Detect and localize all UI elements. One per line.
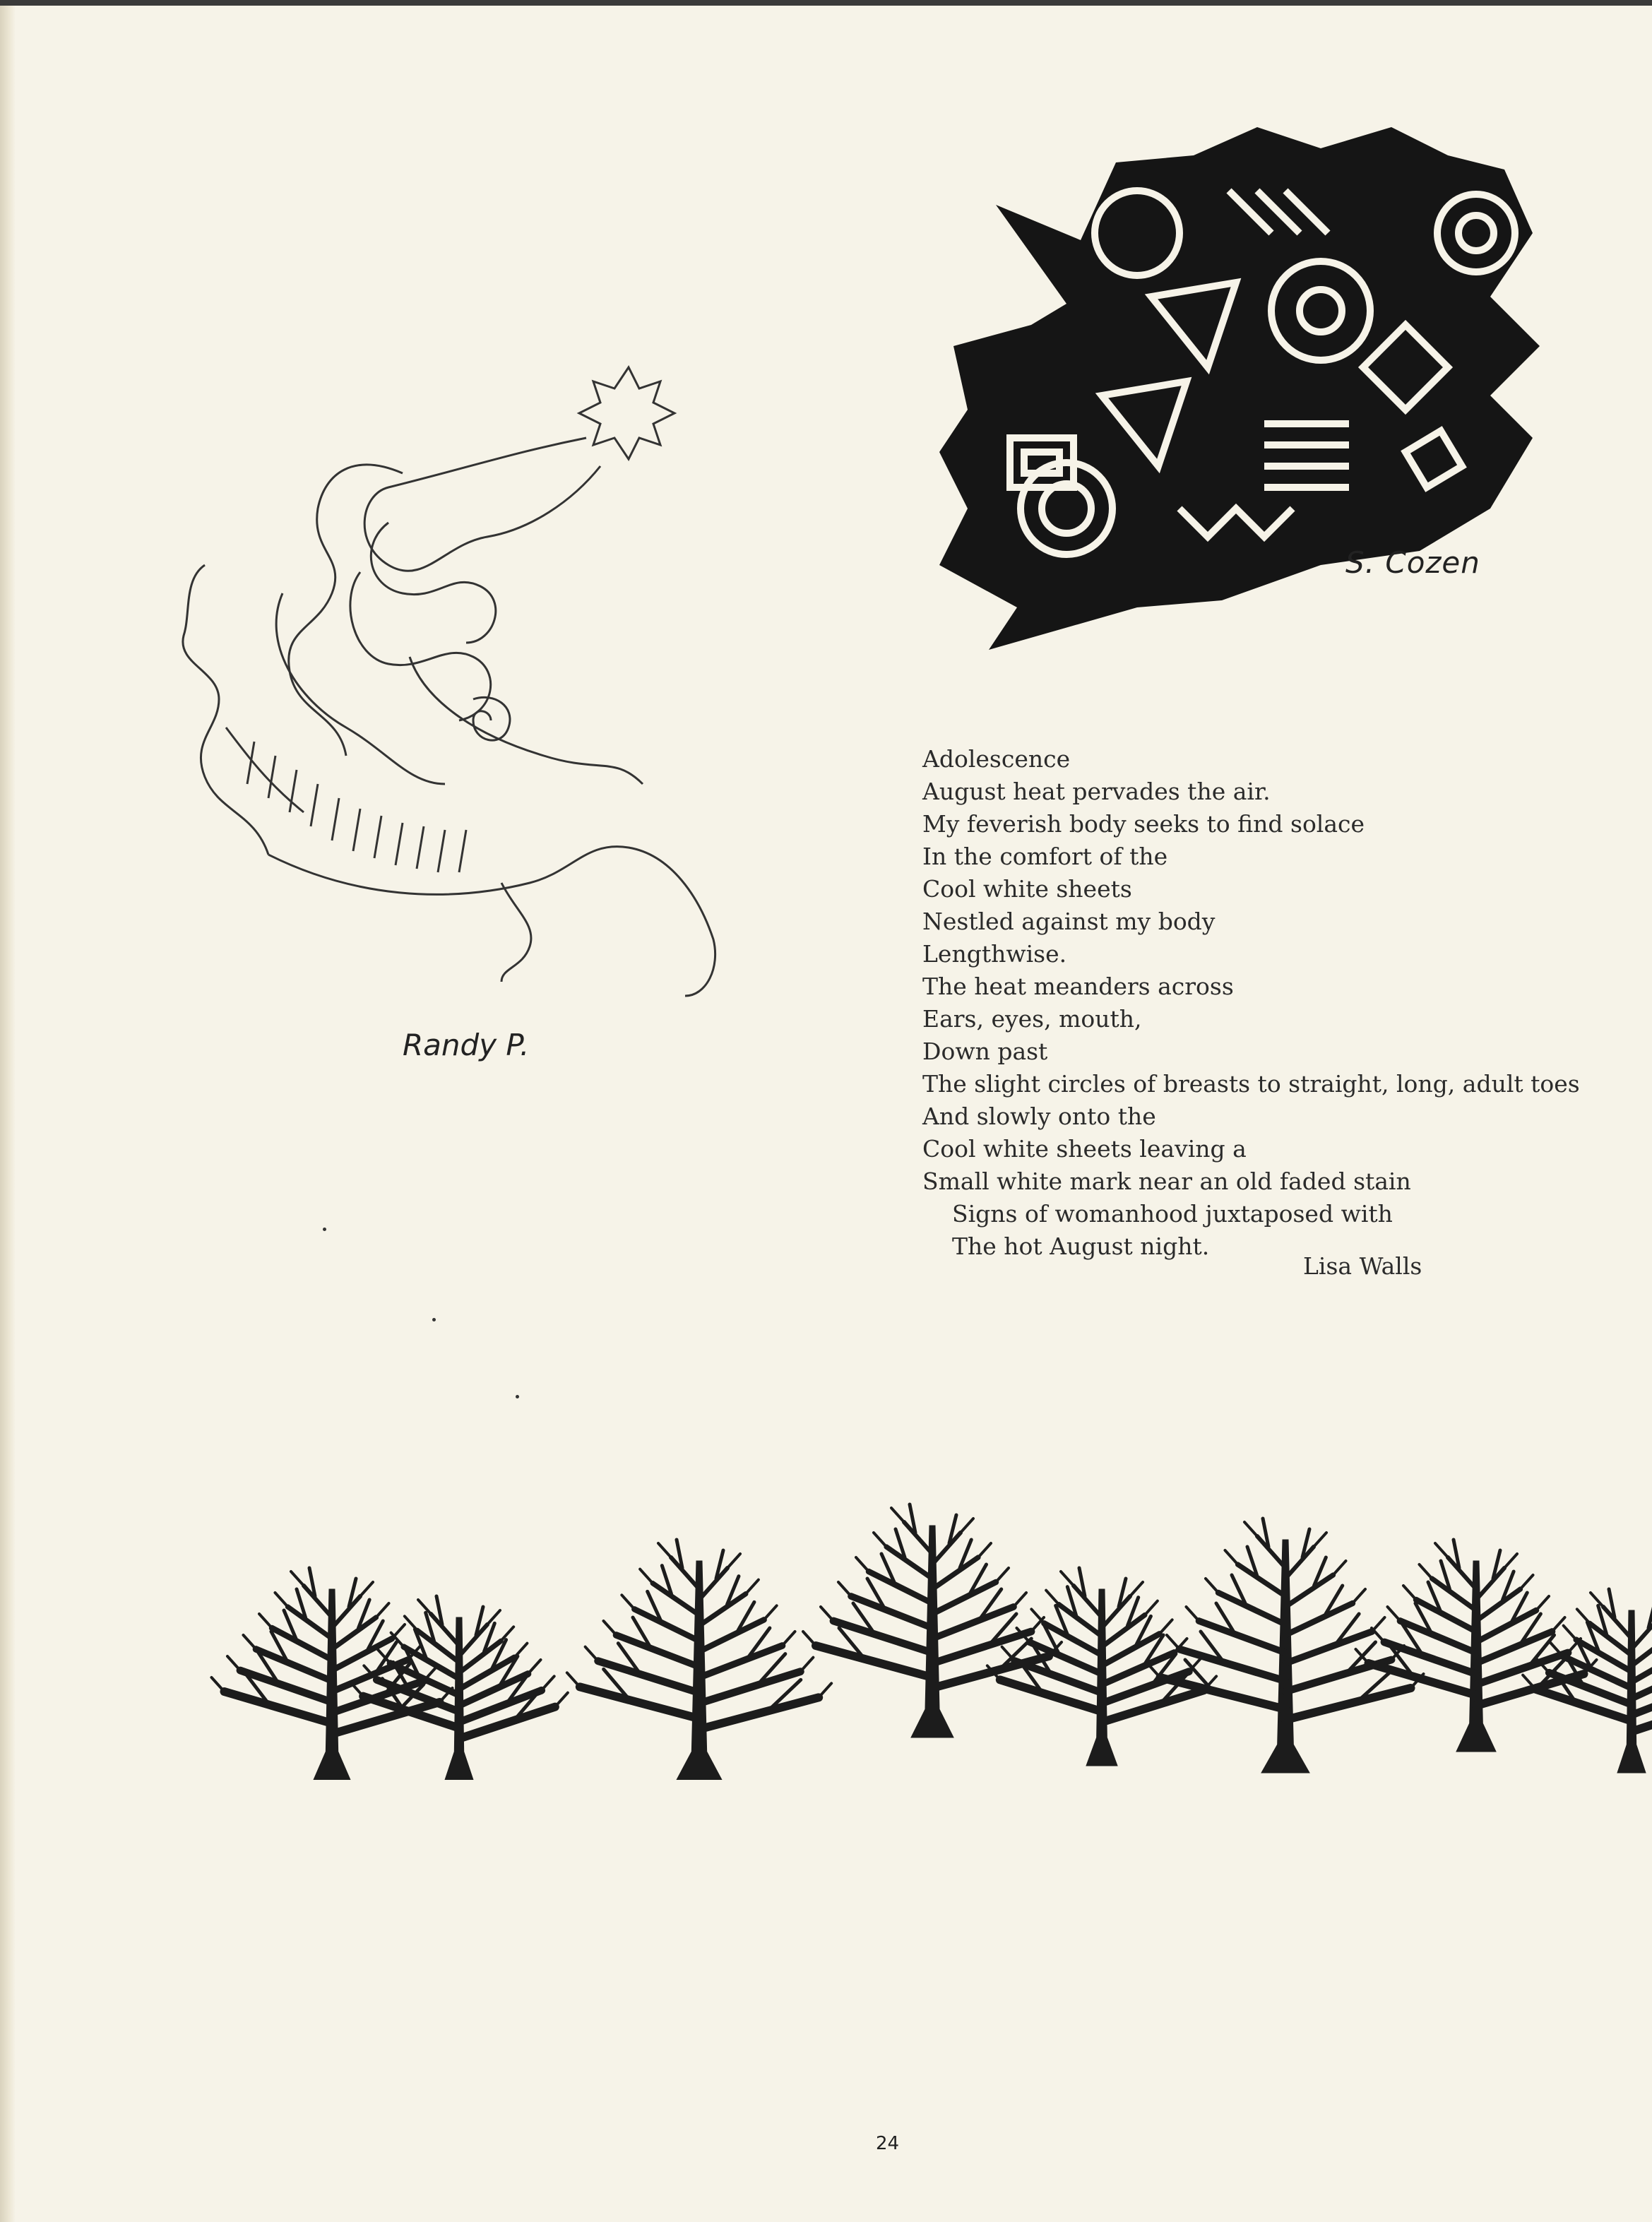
tree-branch <box>783 1632 795 1646</box>
tree-branch <box>1535 1689 1632 1721</box>
tree-branch <box>1160 1677 1286 1709</box>
tree-branch <box>803 1632 816 1646</box>
poem-line: Nestled against my body <box>922 908 1216 935</box>
poem-line: Cool white sheets leaving a <box>922 1135 1247 1163</box>
artist-signature-randy: Randy P. <box>403 1028 530 1062</box>
tree-branch <box>1285 1575 1333 1607</box>
tree-branch <box>819 1683 831 1697</box>
poem-line: In the comfort of the <box>922 843 1168 870</box>
tree-branch <box>376 1603 389 1617</box>
poem <box>922 743 1580 1263</box>
page-number: 24 <box>876 2133 900 2154</box>
poem-line: Lengthwise. <box>922 940 1067 968</box>
tree-branch <box>227 1656 240 1670</box>
tree-branch <box>1238 1564 1286 1596</box>
tree-branch <box>764 1605 777 1620</box>
tree-branch <box>360 1582 373 1596</box>
tree-branch <box>838 1582 851 1596</box>
squiggle-line-drawing <box>177 360 763 1010</box>
tree-branch <box>1372 1628 1384 1642</box>
tree-branch <box>1061 1572 1074 1586</box>
tree-branch <box>653 1584 699 1615</box>
tree-branch <box>1218 1593 1285 1624</box>
tree-branch <box>886 1547 932 1579</box>
poem-line: And slowly onto the <box>922 1103 1156 1130</box>
print-speck <box>323 1228 326 1231</box>
tree-branch <box>598 1661 699 1693</box>
tree-branch <box>1504 1554 1517 1568</box>
tree-branch <box>1333 1561 1346 1575</box>
tree-branch <box>1074 1586 1102 1617</box>
poem-title: Adolescence <box>922 745 1071 773</box>
tree-branch <box>699 1697 819 1729</box>
tree-branch <box>996 1568 1009 1582</box>
tree-branch <box>555 1693 568 1707</box>
poem-line: My feverish body seeks to find solace <box>922 810 1365 838</box>
tree-branch <box>212 1677 225 1692</box>
tree-branch <box>291 1572 304 1586</box>
print-speck <box>516 1395 519 1398</box>
tree-branch <box>1448 1557 1476 1589</box>
poem-line: Ears, eyes, mouth, <box>922 1005 1142 1033</box>
poem-line: The slight circles of breasts to straight, long, adult toes <box>922 1070 1580 1098</box>
tree-branch <box>1244 1522 1257 1536</box>
tree-branch <box>275 1593 288 1607</box>
tree-branch <box>1388 1607 1401 1621</box>
tree-branch <box>459 1707 555 1739</box>
tree-branch <box>891 1508 904 1522</box>
tree-branch <box>1285 1603 1353 1635</box>
poem-line: The hot August night. <box>952 1232 1210 1260</box>
tree-branch <box>1285 1547 1314 1579</box>
tree-branch <box>1102 1596 1130 1628</box>
poem-line: The heat meanders across <box>922 973 1234 1000</box>
tree-branch <box>1435 1543 1448 1557</box>
tree-branch <box>658 1543 671 1557</box>
poem-line: Down past <box>922 1038 1048 1065</box>
tree-branch <box>1206 1579 1218 1593</box>
poem-line: Small white mark near an old faded stain <box>922 1168 1411 1195</box>
artist-signature-cozen: S. Cozen <box>1345 545 1480 580</box>
page-top-border <box>0 0 1652 6</box>
tree-branch <box>304 1586 332 1617</box>
tree-branch <box>961 1519 973 1533</box>
tree-branch <box>904 1522 932 1554</box>
tree-branch <box>851 1596 932 1628</box>
tree-branch <box>1148 1663 1160 1677</box>
tree-branch <box>580 1687 699 1718</box>
tree-branch <box>978 1543 991 1557</box>
poem-line: August heat pervades the air. <box>922 778 1271 805</box>
tree-branch <box>699 1568 727 1600</box>
tree-branch <box>1521 1575 1533 1589</box>
tree-branch <box>1476 1568 1504 1600</box>
tree-branch <box>821 1607 833 1621</box>
tree-branch <box>874 1533 886 1547</box>
tree-branch <box>1536 1596 1549 1610</box>
tree-branch <box>1031 1609 1044 1623</box>
tree-branch <box>1167 1635 1179 1649</box>
tree-branch <box>1285 1688 1411 1720</box>
tree-branch <box>1420 1564 1432 1579</box>
tree-branch <box>640 1569 653 1584</box>
poem-line: Signs of womanhood juxtaposed with <box>952 1200 1393 1228</box>
page-binding-edge <box>0 0 16 2222</box>
tree-branch <box>244 1635 256 1649</box>
tree-branch <box>800 1658 813 1672</box>
poem-line: Cool white sheets <box>922 875 1132 903</box>
tree-branch <box>699 1594 746 1626</box>
tree-branch <box>727 1554 740 1568</box>
tree-branch <box>1014 1593 1026 1607</box>
tree-branch <box>1187 1607 1199 1621</box>
tree-branch <box>1564 1626 1576 1640</box>
tree-branch <box>699 1672 800 1704</box>
tree-branch <box>567 1673 580 1687</box>
tree-branch <box>617 1635 700 1667</box>
poem-author: Lisa Walls <box>1303 1252 1422 1280</box>
tree-branch <box>1130 1582 1143 1596</box>
tree-branch <box>332 1596 360 1628</box>
tree-branch <box>1314 1533 1326 1547</box>
tree-branch <box>1257 1536 1285 1568</box>
tree-branch <box>932 1533 961 1564</box>
tree-branch <box>1145 1601 1158 1615</box>
tree-branch <box>671 1557 699 1589</box>
tree-branch <box>932 1557 978 1589</box>
tree-branch <box>1046 1591 1059 1605</box>
tree-branch <box>1403 1586 1416 1600</box>
tree-branch <box>1225 1550 1238 1564</box>
tree-branch <box>586 1647 598 1661</box>
tree-silhouettes-illustration <box>205 1483 1652 1780</box>
tree-branch <box>1160 1620 1172 1634</box>
tree-branch <box>1353 1589 1365 1603</box>
tree-branch <box>622 1595 634 1609</box>
tree-branch <box>746 1580 759 1594</box>
tree-branch <box>604 1621 617 1635</box>
tree-branch <box>856 1557 869 1572</box>
tree-branch <box>542 1676 554 1690</box>
tree-branch <box>932 1607 1014 1639</box>
tree-branch <box>259 1614 272 1628</box>
print-speck <box>432 1318 436 1321</box>
